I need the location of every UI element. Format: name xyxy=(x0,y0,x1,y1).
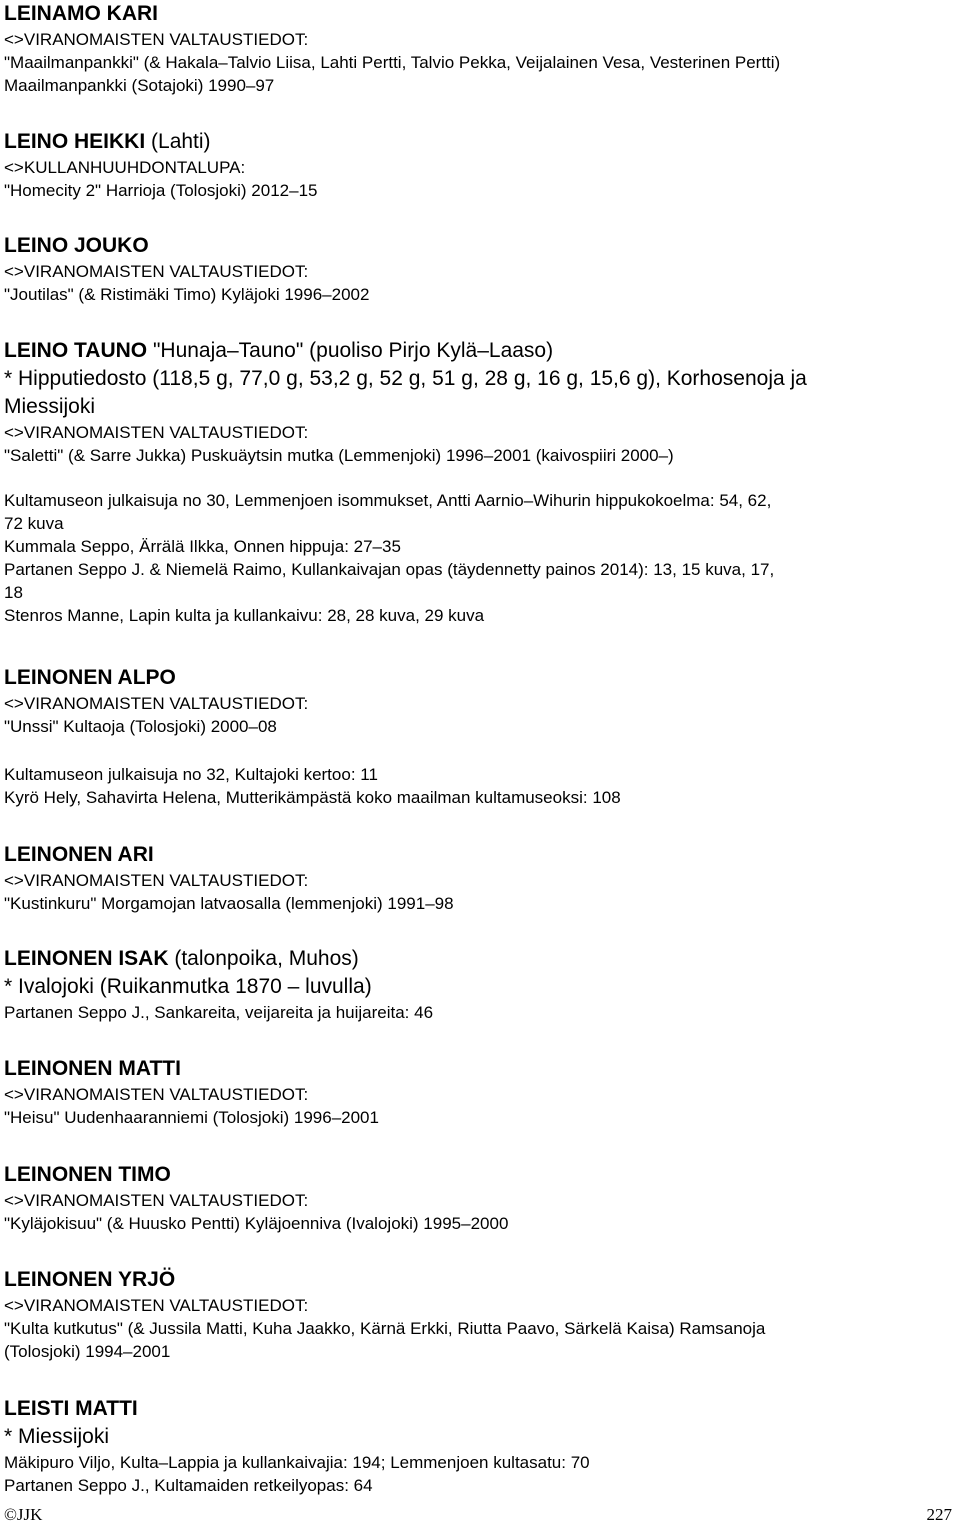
entry-name-text: LEINONEN ISAK xyxy=(4,947,169,970)
entry-name: LEINONEN ARI xyxy=(4,843,154,866)
reference-line: Partanen Seppo J., Sankareita, veijareita ja huijareita: 46 xyxy=(4,1003,434,1022)
reference-line: 18 xyxy=(4,583,23,602)
entry-name: LEINONEN TIMO xyxy=(4,1163,171,1186)
reference-line: Mäkipuro Viljo, Kulta–Lappia ja kullankaivajia: 194; Lemmenjoen kultasatu: 70 xyxy=(4,1453,590,1472)
copyright-text: ©JJK xyxy=(4,1505,43,1524)
entry-name-text: LEINO TAUNO xyxy=(4,339,148,362)
reference-line: 72 kuva xyxy=(4,514,64,533)
entry-leinonen-alpo xyxy=(4,664,956,809)
claims-label: <>VIRANOMAISTEN VALTAUSTIEDOT: xyxy=(4,423,309,442)
reference-line: Partanen Seppo J. & Niemelä Raimo, Kullankaivajan opas (täydennetty painos 2014): 13, 15 kuva, 17, xyxy=(4,560,775,579)
claims-label: <>VIRANOMAISTEN VALTAUSTIEDOT: xyxy=(4,1085,309,1104)
entry-leisti-matti xyxy=(4,1395,956,1497)
entry-name: LEINO JOUKO xyxy=(4,234,149,257)
reference-line: Partanen Seppo J., Kultamaiden retkeilyopas: 64 xyxy=(4,1476,373,1495)
claim-line: Maailmanpankki (Sotajoki) 1990–97 xyxy=(4,76,275,95)
claim-line: "Kustinkuru" Morgamojan latvaosalla (lemmenjoki) 1991–98 xyxy=(4,894,454,913)
reference-line: Kyrö Hely, Sahavirta Helena, Mutterikämpästä koko maailman kultamuseoksi: 108 xyxy=(4,788,621,807)
claims-label: <>VIRANOMAISTEN VALTAUSTIEDOT: xyxy=(4,871,309,890)
entry-name: LEINONEN MATTI xyxy=(4,1057,181,1080)
license-line: "Homecity 2" Harrioja (Tolosjoki) 2012–15 xyxy=(4,181,318,200)
claim-line: "Kulta kutkutus" (& Jussila Matti, Kuha Jaakko, Kärnä Erkki, Riutta Paavo, Särkelä Kaisa) Ramsanoja xyxy=(4,1319,766,1338)
entry-name: LEINONEN ALPO xyxy=(4,666,176,689)
reference-line: Stenros Manne, Lapin kulta ja kullankaivu: 28, 28 kuva, 29 kuva xyxy=(4,606,485,625)
entry-name xyxy=(4,945,956,973)
reference-line: Kultamuseon julkaisuja no 30, Lemmenjoen isommukset, Antti Aarnio–Wihurin hippukokoelma: 54, 62, xyxy=(4,491,772,510)
claim-line: (Tolosjoki) 1994–2001 xyxy=(4,1342,171,1361)
claims-label: <>VIRANOMAISTEN VALTAUSTIEDOT: xyxy=(4,262,309,281)
claim-line: "Kyläjokisuu" (& Huusko Pentti) Kyläjoenniva (Ivalojoki) 1995–2000 xyxy=(4,1214,509,1233)
claims-label: <>VIRANOMAISTEN VALTAUSTIEDOT: xyxy=(4,1296,309,1315)
entry-name xyxy=(4,337,956,365)
license-label: <>KULLANHUUHDONTALUPA: xyxy=(4,158,246,177)
claim-line: "Unssi" Kultaoja (Tolosjoki) 2000–08 xyxy=(4,717,277,736)
entry-name-text: LEINO HEIKKI xyxy=(4,130,146,153)
entry-name-note: (Lahti) xyxy=(151,130,211,153)
entry-name xyxy=(4,128,956,156)
claim-line: "Joutilas" (& Ristimäki Timo) Kyläjoki 1996–2002 xyxy=(4,285,370,304)
nugget-line: Miessijoki xyxy=(4,395,96,418)
entry-leinonen-matti xyxy=(4,1055,956,1129)
claim-line: "Heisu" Uudenhaaranniemi (Tolosjoki) 1996–2001 xyxy=(4,1108,379,1127)
reference-line: Kultamuseon julkaisuja no 32, Kultajoki kertoo: 11 xyxy=(4,765,378,784)
entry-leinonen-isak xyxy=(4,945,956,1024)
nugget-line: * Hipputiedosto (118,5 g, 77,0 g, 53,2 g, 52 g, 51 g, 28 g, 16 g, 15,6 g), Korhosenoja ja xyxy=(4,367,807,390)
entry-name: LEINAMO KARI xyxy=(4,2,158,25)
page-footer xyxy=(4,1504,952,1526)
entry-leinonen-yrjo xyxy=(4,1266,956,1363)
entry-leinonen-ari xyxy=(4,841,956,915)
entry-leinonen-timo xyxy=(4,1161,956,1235)
entry-leino-jouko xyxy=(4,232,956,306)
nugget-line: * Ivalojoki (Ruikanmutka 1870 – luvulla) xyxy=(4,975,372,998)
page-number: 227 xyxy=(926,1505,952,1524)
entry-leino-heikki xyxy=(4,128,956,202)
claim-line: "Saletti" (& Sarre Jukka) Puskuäytsin mutka (Lemmenjoki) 1996–2001 (kaivospiiri 2000–) xyxy=(4,446,674,465)
claims-label: <>VIRANOMAISTEN VALTAUSTIEDOT: xyxy=(4,30,309,49)
reference-line: Kummala Seppo, Ärrälä Ilkka, Onnen hippuja: 27–35 xyxy=(4,537,401,556)
entry-name: LEISTI MATTI xyxy=(4,1397,138,1420)
claims-label: <>VIRANOMAISTEN VALTAUSTIEDOT: xyxy=(4,694,309,713)
entry-name-note: (talonpoika, Muhos) xyxy=(174,947,359,970)
claims-label: <>VIRANOMAISTEN VALTAUSTIEDOT: xyxy=(4,1191,309,1210)
entry-name-note: "Hunaja–Tauno" (puoliso Pirjo Kylä–Laaso) xyxy=(152,339,554,362)
claim-line: "Maailmanpankki" (& Hakala–Talvio Liisa, Lahti Pertti, Talvio Pekka, Veijalainen Vesa, Vesterinen Pertti) xyxy=(4,53,781,72)
entry-leinamo-kari xyxy=(4,0,956,97)
entry-name: LEINONEN YRJÖ xyxy=(4,1268,176,1291)
location-line: * Miessijoki xyxy=(4,1425,110,1448)
entry-leino-tauno xyxy=(4,337,956,627)
